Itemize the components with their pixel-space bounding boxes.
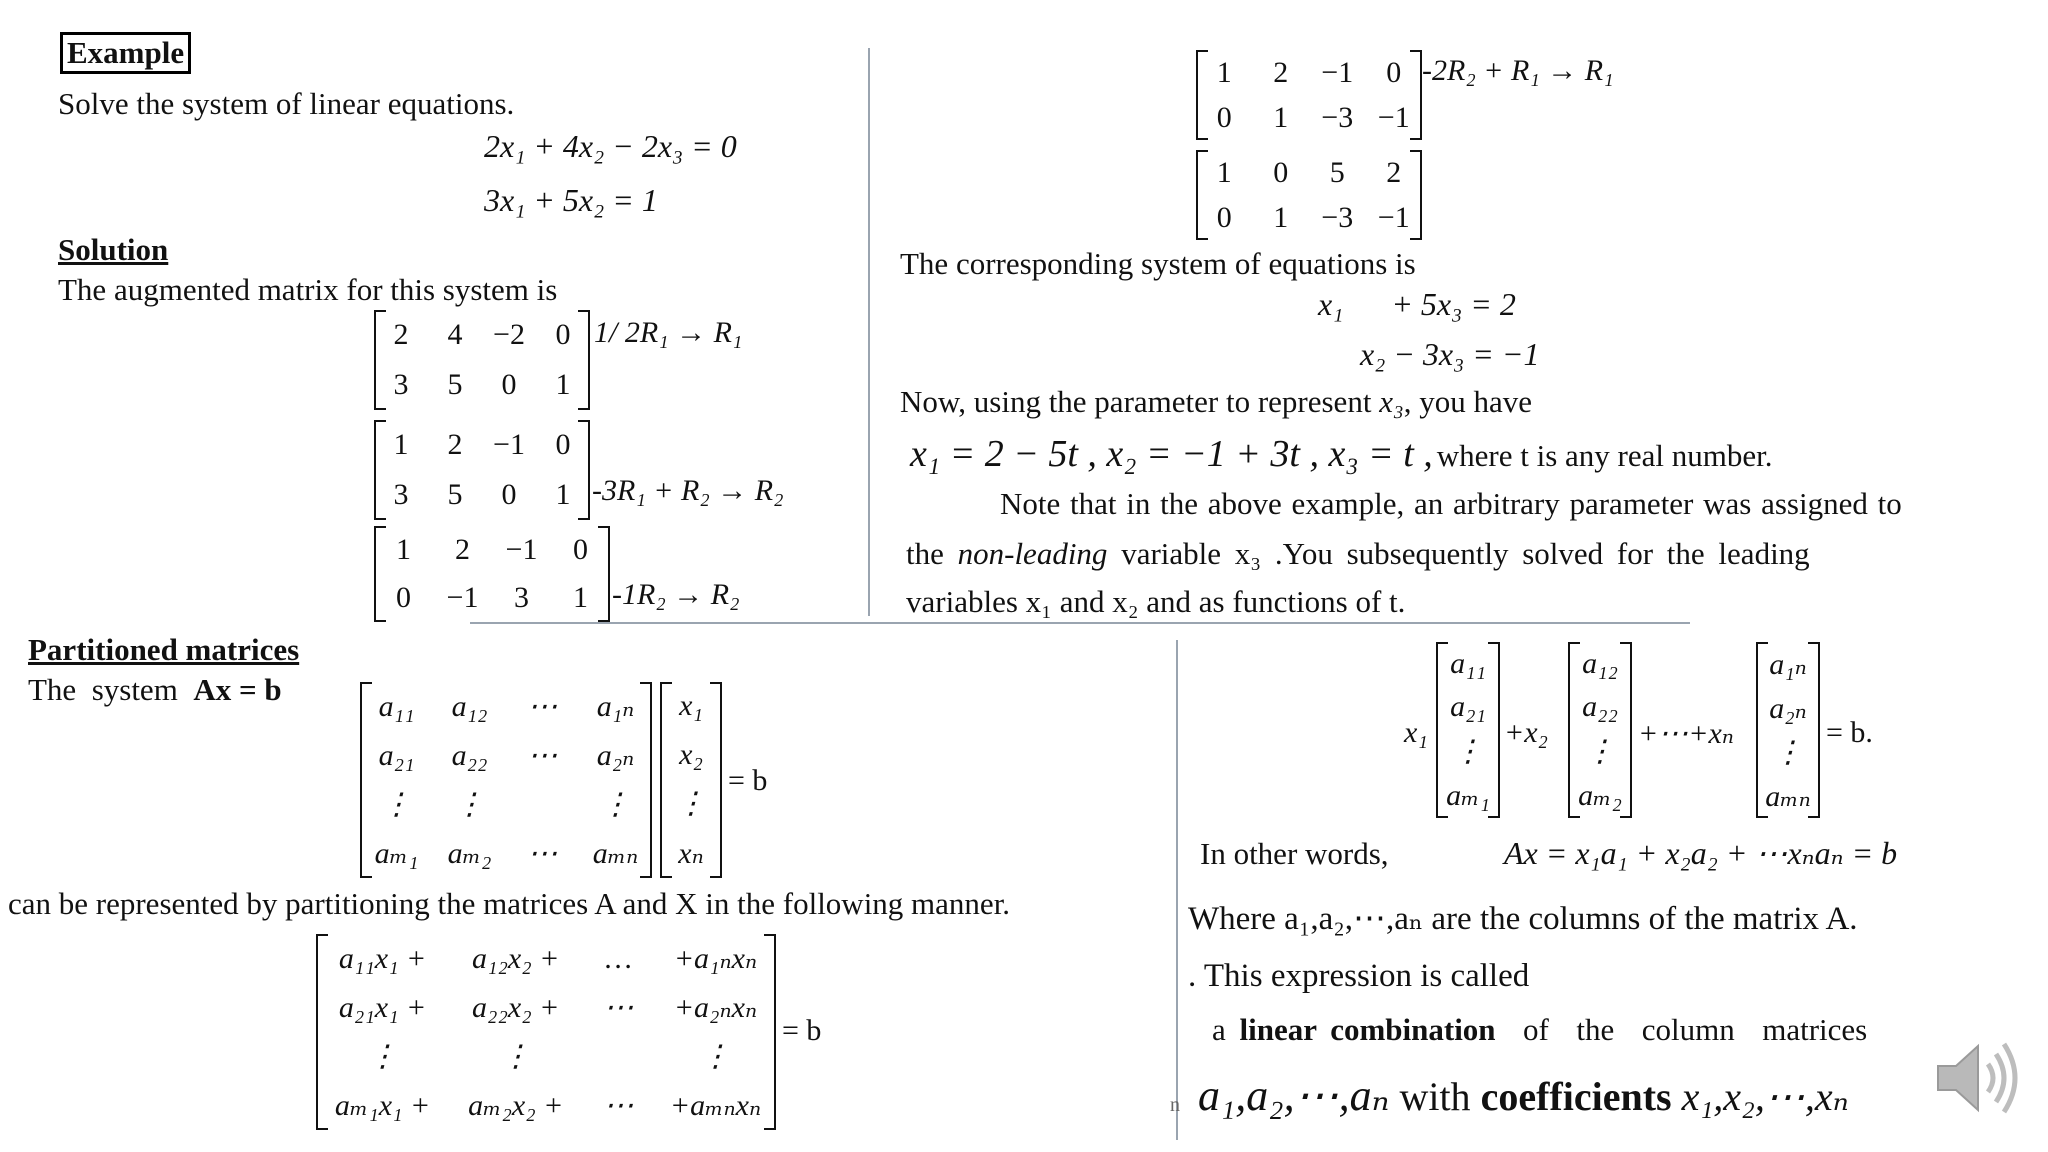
- matrix-cell: 0: [573, 533, 588, 566]
- matrix-cell: aₘ₁: [1446, 779, 1490, 813]
- row-op-3: -1R₂ → R₂: [612, 578, 740, 611]
- matrix-cell: aₘ₁x₁ +: [334, 1089, 431, 1122]
- matrix-cell: …: [605, 941, 632, 975]
- matrix-cell: 0: [555, 318, 571, 351]
- matrix-cell: ⋮: [1773, 735, 1803, 769]
- matrix-cell: ⋯: [603, 991, 634, 1024]
- matrix-cell: ⋮: [454, 788, 485, 821]
- equals-b-3: = b.: [1826, 716, 1873, 749]
- augmented-matrix-4: [1196, 50, 1422, 140]
- matrix-cell: a₂₁: [378, 738, 415, 772]
- matrix-cell: x₁: [679, 689, 703, 723]
- coef-x1: x₁: [1404, 716, 1428, 749]
- combo-a: a: [1212, 1012, 1240, 1047]
- matrix-cell: 0: [396, 581, 411, 614]
- matrix-cell: a₂ₙ: [596, 739, 635, 772]
- row-op-1: 1/ 2R₁ → R₁: [594, 316, 743, 349]
- note-line-3: variables x₁ and x₂ and as functions of t.: [906, 584, 1406, 619]
- matrix-cell: 1: [555, 368, 571, 401]
- matrix-cell: 3: [514, 581, 529, 614]
- matrix-cell: ⋯: [603, 1089, 634, 1122]
- matrix-cell: aₘ₂: [447, 837, 492, 870]
- result-tail: where t is any real number.: [1436, 438, 1773, 473]
- result-equations: x₁ = 2 − 5t , x₂ = −1 + 3t , x₃ = t ,: [910, 433, 1433, 475]
- matrix-cell: 5: [447, 478, 463, 511]
- matrix-cell: 1: [573, 581, 588, 614]
- solution-heading: Solution: [58, 232, 169, 267]
- where-text: Where a₁,a₂,⋯,aₙ are the columns of the matrix A.: [1188, 901, 1858, 937]
- matrix-cell: aₘₙ: [592, 837, 639, 870]
- final-x: x₁,x₂,⋯,xₙ: [1671, 1074, 1849, 1119]
- matrix-cell: a₁₁: [378, 689, 415, 723]
- matrix-cell: −1: [1377, 200, 1410, 234]
- matrix-cell: aₘ₁: [374, 837, 419, 870]
- other-eq: Ax = x₁a₁ + x₂a₂ + ⋯xₙaₙ = b: [1504, 835, 1898, 871]
- matrix-cell: ⋮: [600, 788, 631, 821]
- matrix-cell: 2: [393, 318, 409, 351]
- matrix-cell: a₂₂x₂ +: [472, 990, 560, 1024]
- note-line-1: Note that in the above example, an arbitrary parameter was assigned to: [1000, 486, 1902, 521]
- matrix-cell: a₁₂x₂ +: [472, 941, 560, 975]
- other-words-eq: [1504, 834, 1897, 872]
- equals-b-2: = b: [782, 1014, 822, 1047]
- matrix-cell: aₘ₂x₂ +: [468, 1089, 564, 1122]
- matrix-cell: aₘ₂: [1578, 779, 1622, 813]
- matrix-cell: ⋯: [527, 837, 558, 870]
- matrix-cell: 2: [1273, 55, 1289, 89]
- system-line: [28, 672, 282, 708]
- matrix-cell: a₂₂: [1582, 690, 1618, 724]
- matrix-cell: ⋮: [381, 788, 412, 821]
- system-eq2: x₂ − 3x₃ = −1: [1360, 336, 1540, 372]
- matrix-cell: −3: [1321, 200, 1354, 234]
- partitioned-heading: Partitioned matrices: [28, 632, 300, 667]
- matrix-cell: 0: [555, 428, 571, 461]
- matrix-cell: 1: [1273, 200, 1289, 234]
- corresponding-system-text: The corresponding system of equations is: [900, 246, 1416, 281]
- matrix-cell: ⋮: [500, 1040, 531, 1073]
- parameter-var: x₃: [1379, 384, 1404, 419]
- combo-b: of the column matrices: [1495, 1012, 1868, 1047]
- speaker-icon[interactable]: [1928, 1030, 2024, 1131]
- column-an: [1756, 642, 1820, 818]
- matrix-cell: a₂₁: [1450, 690, 1486, 724]
- augmented-matrix-1: [374, 310, 590, 410]
- divider-horizontal: [470, 622, 1690, 624]
- matrix-cell: 4: [447, 318, 463, 351]
- matrix-cell: 2: [447, 428, 463, 461]
- matrix-cell: a₂₁x₁ +: [338, 990, 427, 1024]
- matrix-cell: x₂: [679, 737, 703, 771]
- parameter-text-a: Now, using the parameter to represent: [900, 384, 1380, 419]
- matrix-cell: −3: [1321, 100, 1354, 134]
- plus-xn: +⋯+xₙ: [1638, 717, 1734, 750]
- augmented-matrix-3: [374, 526, 610, 622]
- system-text: The system: [28, 672, 194, 707]
- matrix-cell: 0: [1273, 155, 1289, 189]
- parameter-text-b: , you have: [1403, 384, 1533, 419]
- matrix-cell: a₁ₙ: [1769, 647, 1807, 681]
- matrix-cell: ⋯: [527, 690, 558, 723]
- final-line: [1198, 1070, 1849, 1121]
- matrix-cell: 3: [393, 368, 409, 401]
- margin-n: n: [1170, 1094, 1180, 1116]
- matrix-cell: 1: [396, 533, 411, 566]
- plus-x2: +x₂: [1504, 716, 1548, 749]
- note-2a: the: [906, 536, 958, 571]
- matrix-A: [360, 682, 652, 878]
- matrix-cell: a₂₂: [451, 738, 488, 772]
- solution-intro: The augmented matrix for this system is: [58, 272, 558, 307]
- note-line-2: [906, 536, 1810, 572]
- matrix-cell: a₁₁x₁ +: [338, 941, 427, 975]
- parameter-line: [900, 384, 1532, 420]
- matrix-cell: −1: [1321, 55, 1354, 89]
- divider-bottom-vertical: [1176, 640, 1178, 1140]
- matrix-cell: 0: [1386, 55, 1402, 89]
- divider-top-vertical: [868, 48, 870, 616]
- system-eq: Ax = b: [193, 672, 282, 707]
- matrix-cell: 2: [455, 533, 470, 566]
- combination-line: [1212, 1012, 1867, 1048]
- matrix-cell: 3: [393, 478, 409, 511]
- matrix-cell: 1: [555, 478, 571, 511]
- matrix-cell: aₘₙ: [1765, 779, 1811, 813]
- example-heading: Example: [60, 32, 191, 74]
- equals-b-1: = b: [728, 764, 768, 797]
- example-prompt: Solve the system of linear equations.: [58, 86, 515, 121]
- matrix-cell: xₙ: [678, 836, 704, 870]
- matrix-cell: 1: [393, 428, 409, 461]
- row-op-4: -2R₂ + R₁ → R₁: [1422, 54, 1614, 87]
- matrix-cell: a₂ₙ: [1769, 691, 1807, 725]
- matrix-cell: a₁₂: [1582, 646, 1618, 680]
- combo-bold: linear combination: [1239, 1012, 1496, 1047]
- note-non-leading: non-leading: [957, 536, 1108, 571]
- matrix-cell: 0: [1216, 200, 1232, 234]
- matrix-cell: −1: [1377, 100, 1410, 134]
- final-coef: coefficients: [1480, 1074, 1672, 1119]
- other-words-text: In other words,: [1200, 836, 1389, 871]
- note-2b: variable x₃ .You subsequently solved for the leading: [1107, 536, 1810, 571]
- matrix-cell: a₁₁: [1450, 646, 1486, 680]
- matrix-cell: +a₂ₙxₙ: [673, 991, 758, 1024]
- matrix-cell: 1: [1216, 155, 1232, 189]
- matrix-cell: 1: [1216, 55, 1232, 89]
- partition-manner-text: can be represented by partitioning the matrices A and X in the following manner.: [8, 886, 1011, 921]
- example-eq2: 3x₁ + 5x₂ = 1: [484, 182, 658, 218]
- matrix-cell: −1: [505, 533, 538, 566]
- matrix-cell: a₁ₙ: [596, 690, 635, 723]
- reduced-matrix: [1196, 150, 1422, 240]
- matrix-cell: ⋮: [367, 1040, 398, 1073]
- result-line: [910, 432, 1772, 476]
- partitioned-product: [316, 934, 776, 1130]
- matrix-cell: ⋯: [527, 739, 558, 772]
- matrix-cell: +aₘₙxₙ: [669, 1089, 762, 1122]
- final-vars: a₁,a₂,⋯,aₙ: [1198, 1071, 1390, 1120]
- matrix-cell: −1: [446, 581, 479, 614]
- matrix-cell: −1: [493, 428, 525, 461]
- called-text: . This expression is called: [1188, 958, 1530, 994]
- matrix-cell: −2: [493, 318, 525, 351]
- matrix-cell: 5: [447, 368, 463, 401]
- column-a2: [1568, 642, 1632, 818]
- matrix-cell: +a₁ₙxₙ: [673, 942, 758, 975]
- matrix-cell: ⋮: [700, 1040, 731, 1073]
- matrix-cell: ⋮: [676, 787, 706, 821]
- matrix-cell: ⋮: [1453, 734, 1483, 768]
- matrix-cell: a₁₂: [451, 689, 488, 723]
- matrix-cell: 2: [1386, 155, 1402, 189]
- system-eq1: x₁ + 5x₃ = 2: [1318, 286, 1516, 322]
- column-a1: [1436, 642, 1500, 818]
- matrix-cell: 1: [1273, 100, 1289, 134]
- matrix-cell: 0: [1216, 100, 1232, 134]
- matrix-cell: 0: [501, 368, 517, 401]
- matrix-cell: ⋮: [1585, 734, 1615, 768]
- matrix-cell: 5: [1329, 155, 1345, 189]
- augmented-matrix-2: [374, 420, 590, 520]
- final-with: with: [1389, 1074, 1481, 1119]
- vector-x: [660, 682, 722, 878]
- matrix-cell: 0: [501, 478, 517, 511]
- example-eq1: 2x₁ + 4x₂ − 2x₃ = 0: [484, 128, 737, 164]
- row-op-2: -3R₁ + R₂ → R₂: [592, 474, 784, 507]
